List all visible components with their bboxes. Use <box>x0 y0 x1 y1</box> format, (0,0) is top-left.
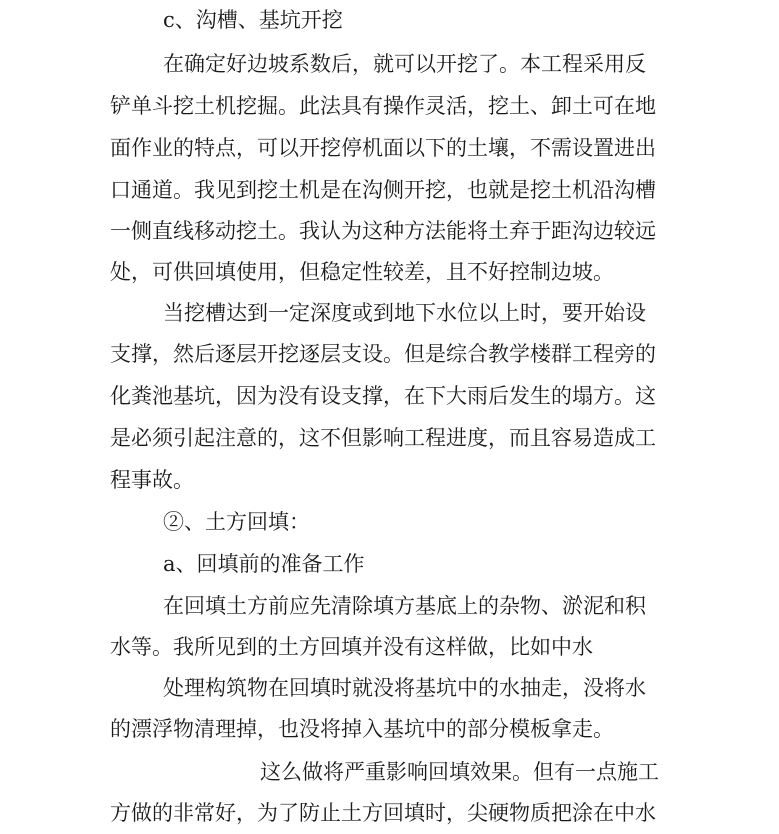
paragraph-line: 水等。我所见到的土方回填并没有这样做，比如中水 <box>110 635 593 659</box>
paragraph-line: 的漂浮物清理掉，也没将掉入基坑中的部分模板拿走。 <box>110 717 614 741</box>
paragraph-line: 程事故。 <box>110 468 194 492</box>
paragraph-line: 铲单斗挖土机挖掘。此法具有操作灵活，挖土、卸土可在地 <box>110 94 656 118</box>
section-heading-trench-excavation: c、沟槽、基坑开挖 <box>163 8 343 32</box>
paragraph-line: 处理构筑物在回填时就没将基坑中的水抽走，没将水 <box>163 676 646 700</box>
paragraph-line: 处，可供回填使用，但稳定性较差，且不好控制边坡。 <box>110 260 614 284</box>
paragraph-line: 是必须引起注意的，这不但影响工程进度，而且容易造成工 <box>110 426 656 450</box>
paragraph-line: 在回填土方前应先清除填方基底上的杂物、淤泥和积 <box>163 594 646 618</box>
paragraph-line: 这么做将严重影响回填效果。但有一点施工 <box>260 760 659 784</box>
paragraph-line: 当挖槽达到一定深度或到地下水位以上时，要开始设 <box>163 301 646 325</box>
paragraph-line: 在确定好边坡系数后，就可以开挖了。本工程采用反 <box>163 52 646 76</box>
paragraph-line: 支撑，然后逐层开挖逐层支设。但是综合教学楼群工程旁的 <box>110 342 656 366</box>
subsection-heading-backfill-preparation: a、回填前的准备工作 <box>163 552 365 576</box>
paragraph-line: 化粪池基坑，因为没有设支撑，在下大雨后发生的塌方。这 <box>110 384 656 408</box>
paragraph-line: 面作业的特点，可以开挖停机面以下的土壤，不需设置进出 <box>110 136 656 160</box>
paragraph-line: 一侧直线移动挖土。我认为这种方法能将土弃于距沟边较远 <box>110 219 656 243</box>
paragraph-line: 方做的非常好，为了防止土方回填时，尖硬物质把涂在中水 <box>110 801 656 825</box>
paragraph-line: 口通道。我见到挖土机是在沟侧开挖，也就是挖土机沿沟槽 <box>110 178 656 202</box>
section-heading-backfill: ②、土方回填： <box>163 510 310 534</box>
